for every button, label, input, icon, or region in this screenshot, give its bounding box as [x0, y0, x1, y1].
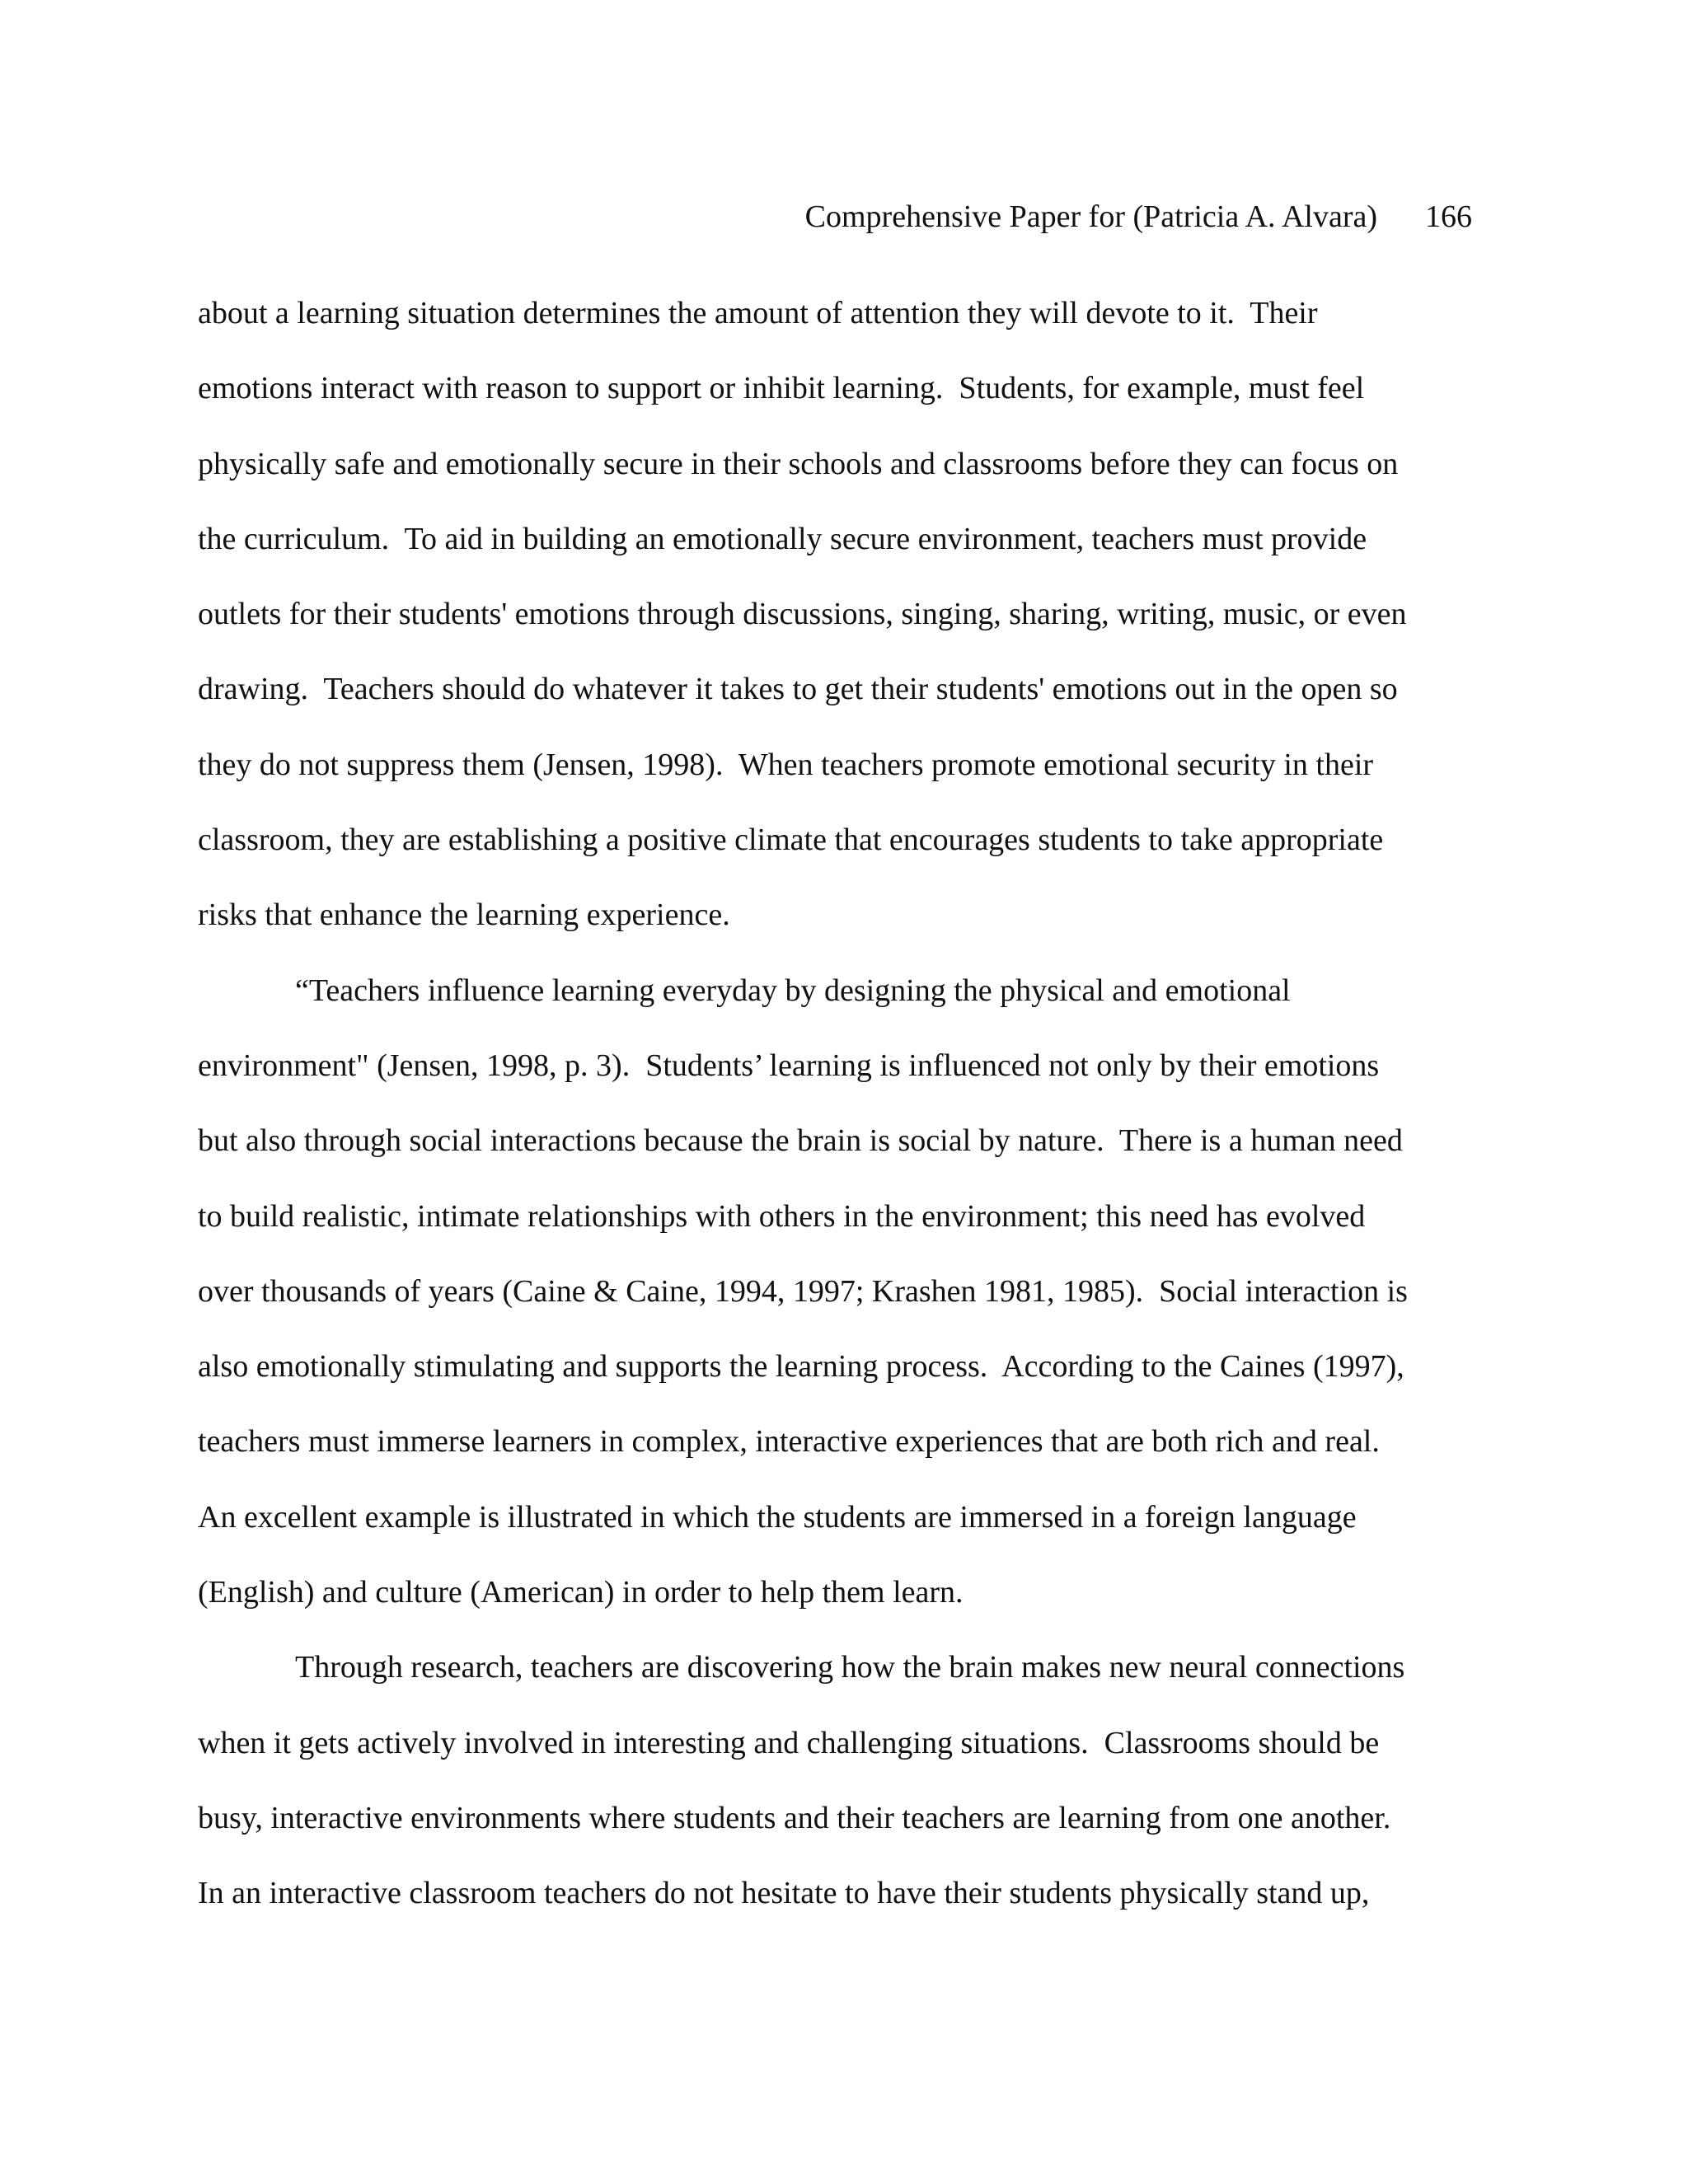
- text-line: classroom, they are establishing a positive climate that encourages students to take appropriate: [198, 823, 1384, 858]
- text-line: they do not suppress them (Jensen, 1998). When teachers promote emotional security in their: [198, 747, 1374, 782]
- text-line: to build realistic, intimate relationships with others in the environment; this need has evolved: [198, 1198, 1366, 1234]
- text-line: the curriculum. To aid in building an emotionally secure environment, teachers must provide: [198, 521, 1367, 556]
- text-line: “Teachers influence learning everyday by designing the physical and emotional: [295, 972, 1291, 1008]
- text-line: over thousands of years (Caine & Caine, 1994, 1997; Krashen 1981, 1985). Social interaction is: [198, 1273, 1408, 1309]
- text-line: also emotionally stimulating and supports the learning process. According to the Caines (1997),: [198, 1349, 1404, 1385]
- text-line: risks that enhance the learning experience.: [198, 898, 730, 933]
- body-text: [198, 294, 1490, 1950]
- text-line: environment" (Jensen, 1998, p. 3). Students’ learning is influenced not only by their emotions: [198, 1047, 1380, 1083]
- text-line: about a learning situation determines the amount of attention they will devote to it. Their: [198, 296, 1318, 330]
- text-line: teachers must immerse learners in complex, interactive experiences that are both rich and real.: [198, 1424, 1380, 1460]
- text-line: Through research, teachers are discovering how the brain makes new neural connections: [295, 1650, 1405, 1685]
- text-line: but also through social interactions because the brain is social by nature. There is a human need: [198, 1123, 1403, 1159]
- text-line: busy, interactive environments where students and their teachers are learning from one another.: [198, 1800, 1391, 1835]
- text-line: when it gets actively involved in interesting and challenging situations. Classrooms should be: [198, 1725, 1380, 1760]
- text-line: An excellent example is illustrated in which the students are immersed in a foreign language: [198, 1499, 1357, 1535]
- text-line: (English) and culture (American) in order to help them learn.: [198, 1575, 964, 1610]
- text-line: In an interactive classroom teachers do not hesitate to have their students physically stand up,: [198, 1876, 1370, 1911]
- header-title: Comprehensive Paper for (Patricia A. Alvara): [804, 199, 1377, 234]
- text-line: emotions interact with reason to support or inhibit learning. Students, for example, must feel: [198, 371, 1365, 406]
- running-header: [0, 198, 1472, 236]
- text-line: outlets for their students' emotions through discussions, singing, sharing, writing, music, or even: [198, 597, 1407, 632]
- text-line: physically safe and emotionally secure in their schools and classrooms before they can focus on: [198, 446, 1399, 481]
- page-number: 166: [1425, 199, 1472, 234]
- text-line: drawing. Teachers should do whatever it takes to get their students' emotions out in the open so: [198, 672, 1398, 707]
